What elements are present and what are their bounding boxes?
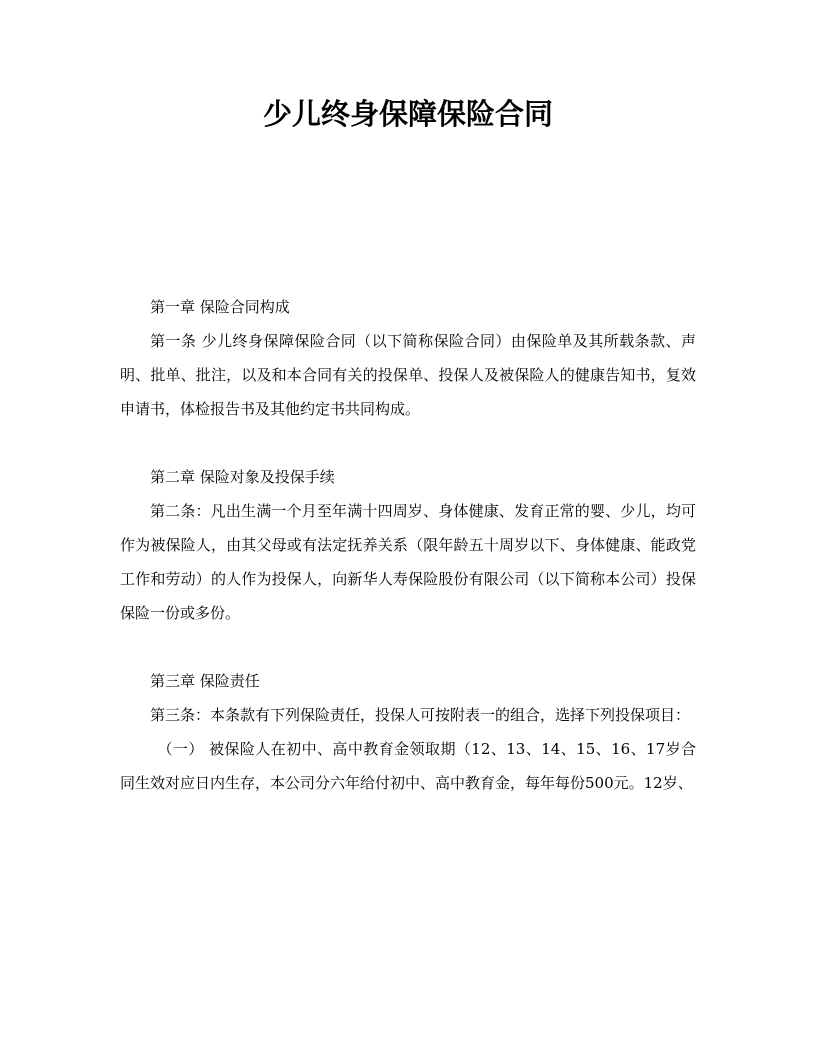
section-heading-chapter-3: 第三章 保险责任 (150, 672, 260, 690)
list-item-benefit-1: （一） 被保险人在初中、高中教育金领取期（12、13、14、15、16、17岁合同生效对应日内生存，本公司分六年给付初中、高中教育金，每年每份500元。12岁、 (120, 740, 696, 792)
paragraph-article-1: 第一条 少儿终身保障保险合同（以下简称保险合同）由保险单及其所载条款、声明、批单、批注，以及和本合同有关的投保单、投保人及被保险人的健康告知书，复效申请书，体检报告书及其他约定书共同构成。 (120, 332, 696, 418)
section-heading-chapter-2: 第二章 保险对象及投保手续 (150, 468, 335, 486)
document-title: 少儿终身保障保险合同 (262, 97, 553, 131)
paragraph-article-2: 第二条：凡出生满一个月至年满十四周岁、身体健康、发育正常的婴、少儿，均可作为被保险人，由其父母或有法定抚养关系（限年龄五十周岁以下、身体健康、能政党工作和劳动）的人作为投保人，向新华人寿保险股份有限公司（以下简称本公司）投保保险一份或多份。 (120, 502, 696, 622)
section-spacer (120, 630, 696, 664)
document-body (120, 290, 696, 800)
paragraph-article-3: 第三条：本条款有下列保险责任，投保人可按附表一的组合，选择下列投保项目： (150, 706, 691, 724)
section-heading-chapter-1: 第一章 保险合同构成 (150, 298, 290, 316)
section-spacer (120, 426, 696, 460)
